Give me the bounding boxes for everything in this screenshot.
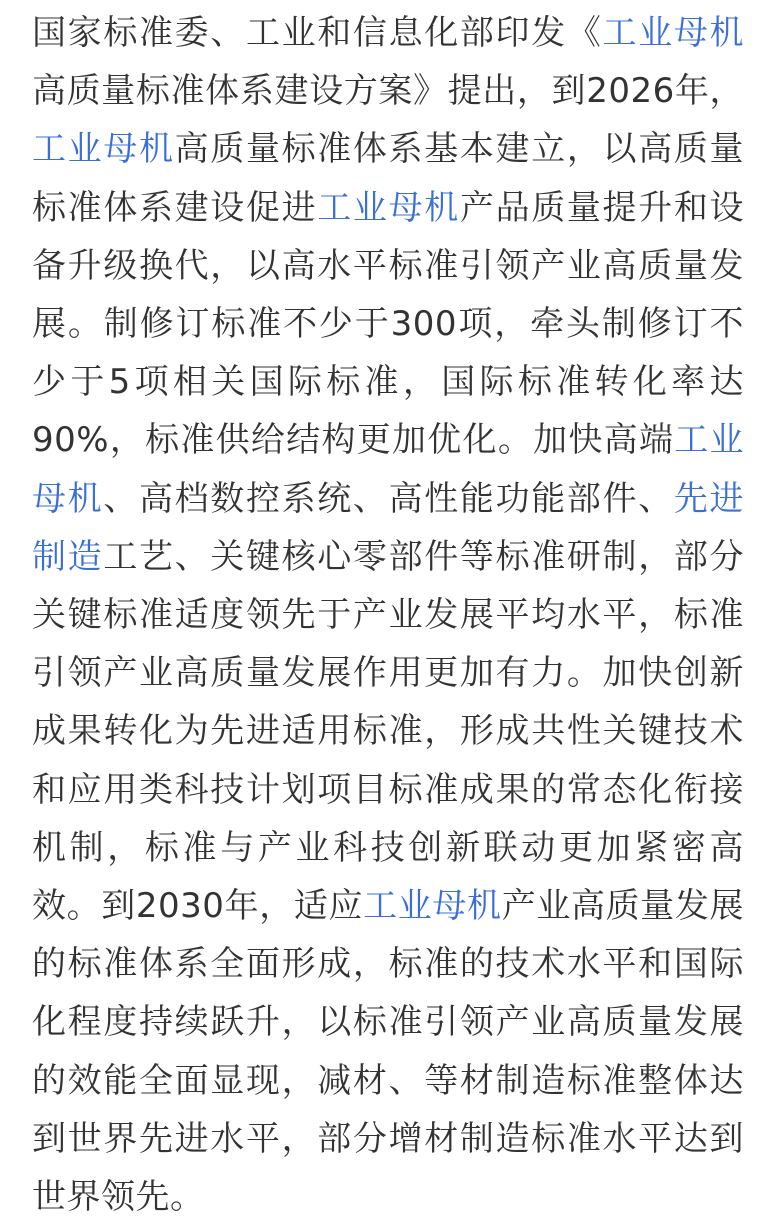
- keyword-link-gongye-muji[interactable]: 工业母机: [32, 420, 744, 519]
- text-segment: 产品质量提升和设备升级换代，以高水平标准引领产业高质量发展。制修订标准不少于300项，牵头制修订不少于5项相关国际标准，国际标准转化率达90%，标准供给结构更加优化。加快高端: [32, 187, 745, 461]
- text-segment: 高质量标准体系基本建立，以高质量标准体系建设促进: [32, 129, 745, 228]
- text-segment: 高质量标准体系建设方案》提出，到2026年，: [32, 71, 744, 112]
- keyword-link-gongye-muji[interactable]: 工业母机: [317, 187, 460, 228]
- text-segment: 国家标准委、工业和信息化部印发《: [32, 13, 603, 53]
- keyword-link-gongye-muji[interactable]: 工业母机: [363, 886, 502, 927]
- text-segment: 、高档数控系统、高性能功能部件、: [103, 478, 674, 519]
- text-segment: 产业高质量发展的标准体系全面形成，标准的技术水平和国际化程度持续跃升，以标准引领产业高质量发展的效能全面显现，减材、等材制造标准整体达到世界先进水平，部分增材制造标准水平达到世界领先。: [32, 886, 745, 1218]
- article-paragraph: [32, 4, 744, 1226]
- keyword-link-xianjin-zhizao[interactable]: 先进制造: [32, 478, 745, 577]
- keyword-link-gongye-muji[interactable]: 工业母机: [32, 129, 175, 170]
- text-segment: 工艺、关键核心零部件等标准研制，部分关键标准适度领先于产业发展平均水平，标准引领产业高质量发展作用更加有力。加快创新成果转化为先进适用标准，形成共性关键技术和应用类科技计划项目标准成果的常态化衔接机制，标准与产业科技创新联动更加紧密高效。到2030年，适应: [32, 536, 745, 927]
- keyword-link-gongye-muji[interactable]: 工业母机: [602, 13, 745, 53]
